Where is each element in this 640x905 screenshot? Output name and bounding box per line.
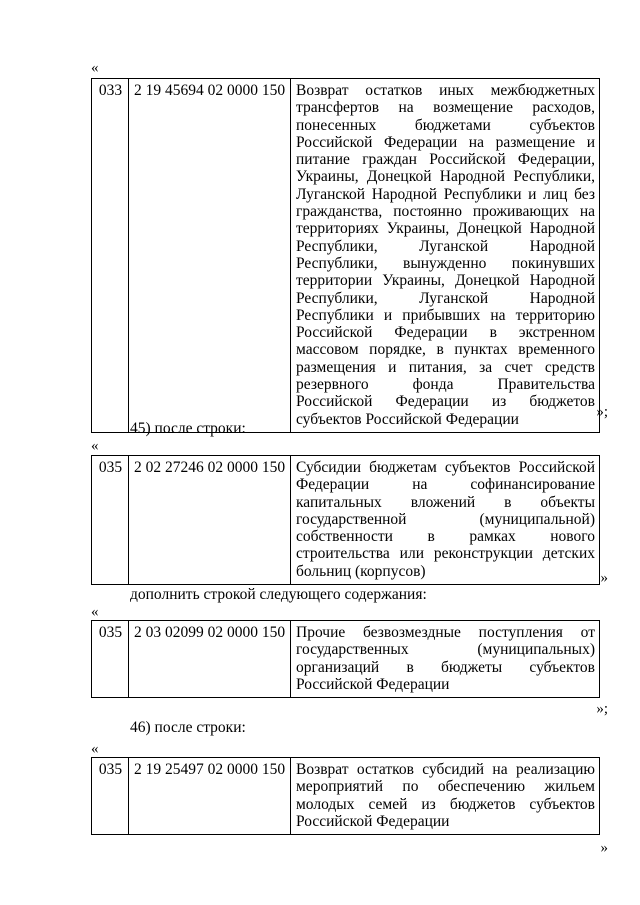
budget-code-row [91, 455, 600, 585]
closing-quote: »; [596, 404, 608, 420]
kbk-code-cell: 2 19 25497 02 0000 150 [129, 758, 291, 835]
revenue-name-cell: Возврат остатков субсидий на реализацию мероприятий по обеспечению жильем молодых семей из бюджетов субъектов Российской Федерации [291, 758, 600, 835]
opening-quote: « [91, 60, 99, 76]
opening-quote: « [91, 741, 99, 757]
closing-quote: » [600, 840, 608, 856]
revenue-name-cell: Прочие безвозмездные поступления от государственных (муниципальных) организаций в бюджеты субъектов Российской Федерации [291, 621, 600, 698]
kbk-code-cell: 2 03 02099 02 0000 150 [129, 621, 291, 698]
budget-code-row [91, 620, 600, 698]
budget-code-row [91, 757, 600, 835]
table-row [92, 456, 600, 585]
closing-quote: » [600, 570, 608, 586]
closing-quote: »; [596, 701, 608, 717]
kbk-code-cell: 2 02 27246 02 0000 150 [129, 456, 291, 585]
budget-code-row [91, 78, 600, 433]
revenue-name-cell: Субсидии бюджетам субъектов Российской Федерации на софинансирование капитальных вложений в объекты государственной (муниципальной) собственности в рамках нового строительства или реконструкции детских больниц (корпусов) [291, 456, 600, 585]
table-row [92, 621, 600, 698]
admin-code-cell: 035 [92, 621, 129, 698]
table-row [92, 79, 600, 433]
amendment-instruction: 45) после строки: [130, 420, 246, 437]
admin-code-cell: 033 [92, 79, 129, 433]
admin-code-cell: 035 [92, 456, 129, 585]
admin-code-cell: 035 [92, 758, 129, 835]
opening-quote: « [91, 604, 99, 620]
opening-quote: « [91, 438, 99, 454]
amendment-instruction: 46) после строки: [130, 719, 246, 736]
kbk-code-cell: 2 19 45694 02 0000 150 [129, 79, 291, 433]
revenue-name-cell: Возврат остатков иных межбюджетных трансфертов на возмещение расходов, понесенных бюджетами субъектов Российской Федерации на размещение и питание граждан Российской Федерации, Украины, Донецкой Народной Республики, Луганской Народной Республики и лиц без гражданства, постоянно проживающих на территориях Украины, Донецкой Народной Республики, Луганской Народной Республики, вынужденно покинувших территории Украины, Донецкой Народной Республики, Луганской Народной Республики и прибывших на территорию Российской Федерации в экстренном массовом порядке, в пунктах временного размещения и питания, за счет средств резервного фонда Правительства Российской Федерации из бюджетов субъектов Российской Федерации [291, 79, 600, 433]
amendment-instruction: дополнить строкой следующего содержания: [130, 586, 427, 603]
table-row [92, 758, 600, 835]
